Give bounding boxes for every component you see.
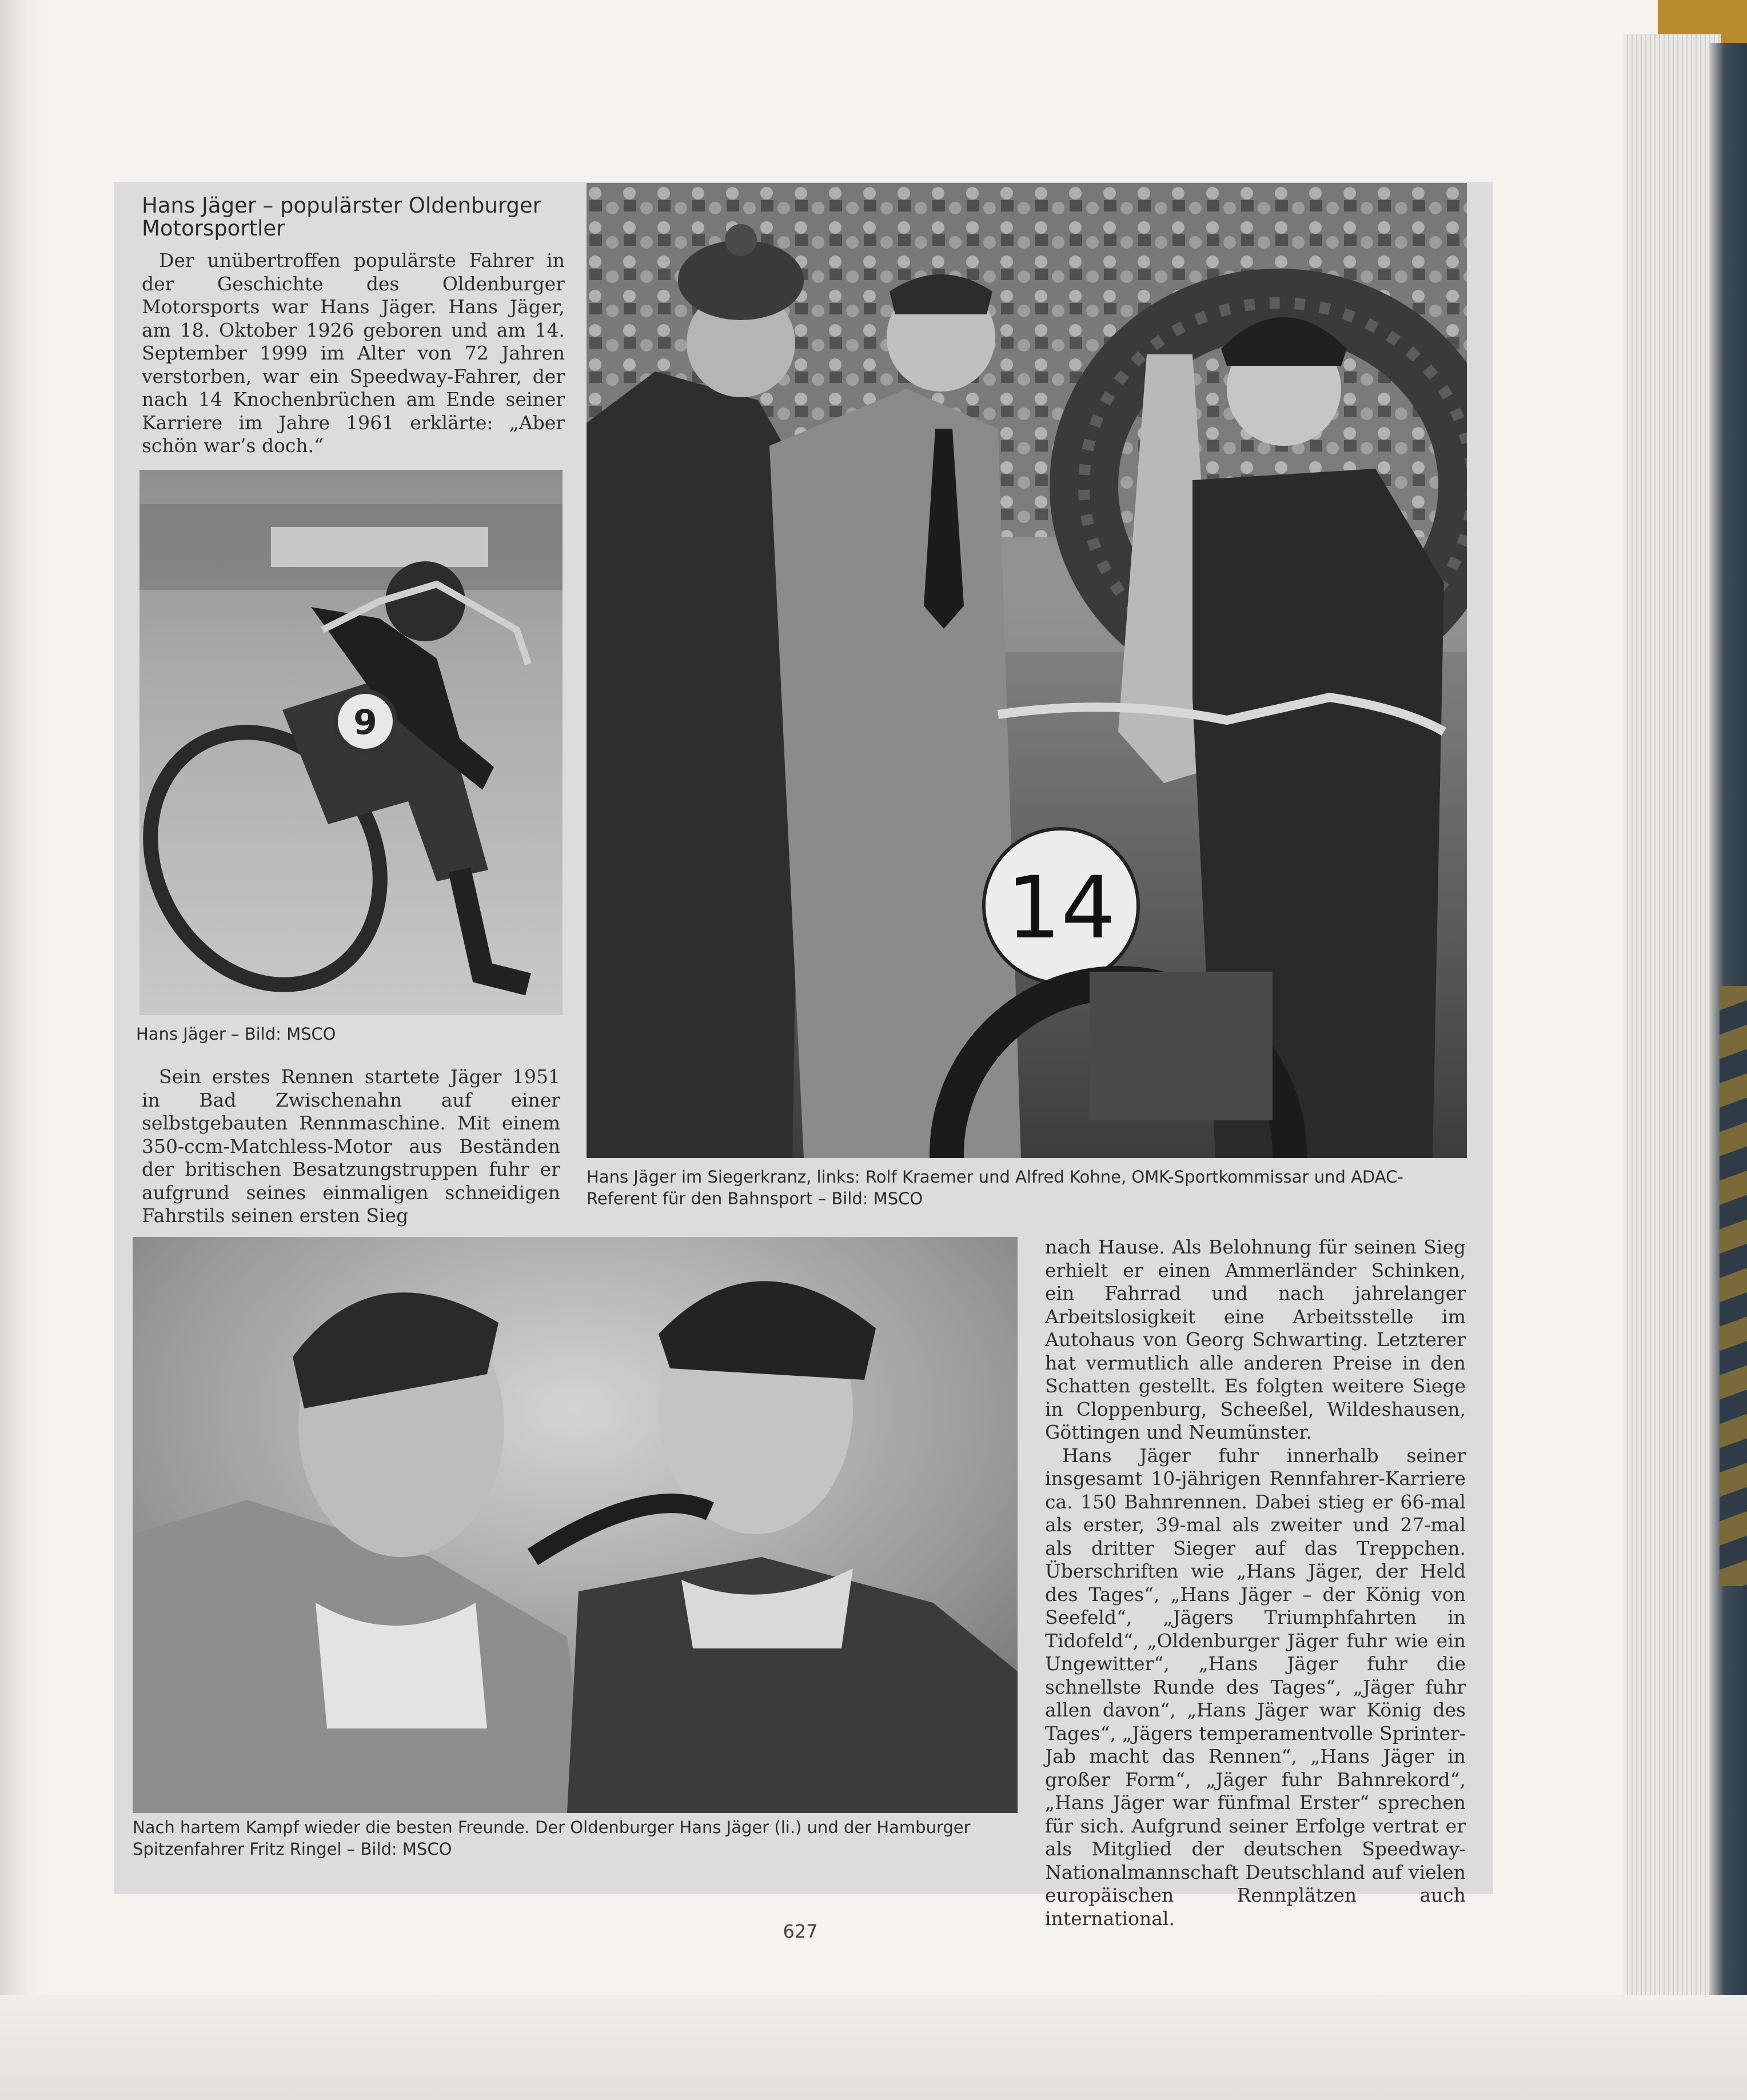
caption-wreath: Hans Jäger im Siegerkranz, links: Rolf Kraemer und Alfred Kohne, OMK-Sportkommissar und ADAC-Referent für den Bahnsport – Bild: MSCO <box>587 1167 1403 1208</box>
page-edges <box>1624 34 1721 1995</box>
article-paragraph-right-1: nach Hause. Als Belohnung für seinen Sieg erhielt er einen Ammerländer Schinken, ein Fahrrad und nach jahrelanger Arbeitslosigkeit eine Arbeitsstelle im Autohaus von Georg Schwarting. Letzterer hat vermutlich alle anderen Preise in den Schatten gestellt. Es folgten weitere Siege in Cloppenburg, Scheeßel, Wildeshausen, Göttingen und Neumünster. <box>1045 1236 1466 1443</box>
article-paragraph-mid: Sein erstes Rennen startete Jäger 1951 in Bad Zwischenahn auf einer selbstgebauten Rennmaschine. Mit einem 350-ccm-Matchless-Motor aus Beständen der britischen Besatzungstruppen fuhr er aufgrund seines einmaligen schneidigen Fahrstils seinen ersten Sieg <box>142 1065 560 1227</box>
article-column-right <box>1045 1236 1466 1930</box>
page-number: 627 <box>783 1921 818 1942</box>
wreath-plate-number: 14 <box>1006 859 1116 958</box>
article-paragraph-right-2: Hans Jäger fuhr innerhalb seiner insgesamt 10-jährigen Rennfahrer-Karriere ca. 150 Bahnrennen. Dabei stieg er 66-mal als erster, 39-mal als zweiter und 27-mal als dritter Sieger auf das Treppchen. Überschriften wie „Hans Jäger, der Held des Tages“, „Hans Jäger – der König von Seefeld“, „Jägers Triumphfahrten in Tidofeld“, „Oldenburger Jäger fuhr wie ein Ungewitter“, „Hans Jäger fuhr die schnellste Runde des Tages“, „Jäger fuhr allen davon“, „Hans Jäger war König des Tages“, „Jägers temperamentvolle Sprinter-Jab macht das Rennen“, „Hans Jäger in großer Form“, „Jäger fuhr Bahnrekord“, „Hans Jäger war fünfmal Erster“ sprechen für sich. Aufgrund seiner Erfolge vertrat er als Mitglied der deutschen Speedway-Nationalmannschaft Deutschland auf vielen europäischen Rennplätzen auch international. <box>1045 1444 1466 1930</box>
caption-rider: Hans Jäger – Bild: MSCO <box>136 1024 336 1044</box>
article-heading: Hans Jäger – populärster Oldenburger Motorsportler <box>142 193 541 241</box>
photo-wreath <box>587 183 1467 1158</box>
article-intro: Der unübertroffen populärste Fahrer in der Geschichte des Oldenburger Motorsports war Hans Jäger. Hans Jäger, am 18. Oktober 1926 geboren und am 14. September 1999 im Alter von 72 Jahren verstorben, war ein Speedway-Fahrer, der nach 14 Knochenbrüchen am Ende seiner Karriere im Jahre 1961 erklärte: „Aber schön war’s doch.“ <box>142 249 565 457</box>
book-cover-right <box>1709 43 1747 2015</box>
caption-friends: Nach hartem Kampf wieder die besten Freunde. Der Oldenburger Hans Jäger (li.) und der Hamburger Spitzenfahrer Fritz Ringel – Bild: MSCO <box>133 1818 971 1859</box>
book-gutter <box>0 0 46 2100</box>
page-bottom-shade <box>0 1995 1747 2100</box>
photo-rider <box>139 470 563 1015</box>
rider-plate-number: 9 <box>353 702 377 742</box>
photo-friends <box>133 1237 1018 1813</box>
